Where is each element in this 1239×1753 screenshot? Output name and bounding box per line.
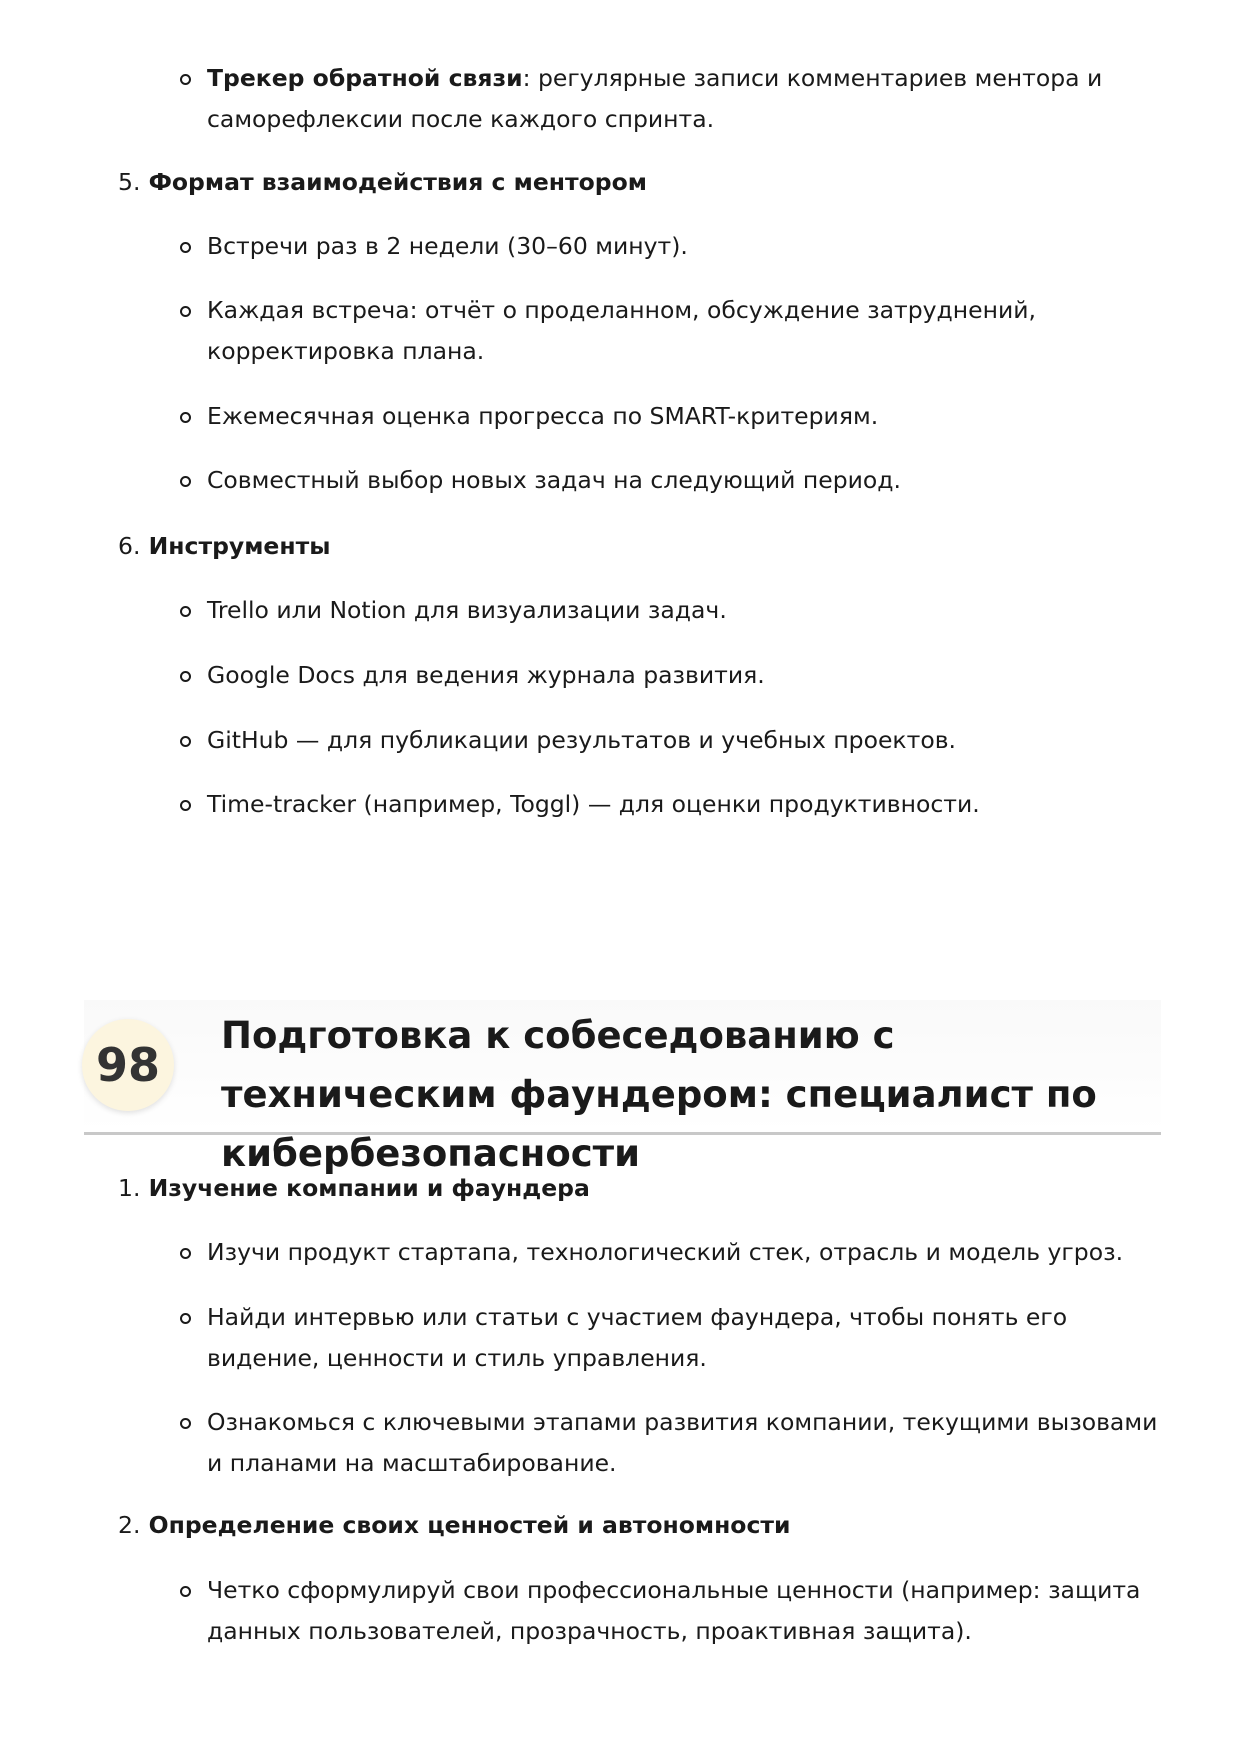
list-item-6-heading [118, 526, 1118, 567]
list-item-6-number: 6. [118, 532, 141, 560]
feedback-tracker-label: Трекер обратной связи [207, 64, 523, 92]
section-number-badge: 98 [82, 1019, 174, 1111]
list-item: GitHub — для публикации результатов и учебных проектов. [207, 720, 1167, 761]
list-item: Ежемесячная оценка прогресса по SMART-критериям. [207, 396, 1167, 437]
list-item: Совместный выбор новых задач на следующий период. [207, 460, 1167, 501]
list-item-1-number: 1. [118, 1174, 141, 1202]
list-item-5-heading [118, 162, 1118, 203]
list-item-5-number: 5. [118, 168, 141, 196]
list-item-2-title: Определение своих ценностей и автономности [148, 1511, 791, 1539]
feedback-tracker-text: : регулярные записи комментариев ментора и саморефлексии после каждого спринта. [207, 64, 1103, 133]
list-item-6-title: Инструменты [148, 532, 331, 560]
feedback-tracker-bullet [207, 58, 1167, 140]
list-item: Четко сформулируй свои профессиональные ценности (например: защита данных пользователей, прозрачность, проактивная защита). [207, 1570, 1167, 1652]
list-item: Встречи раз в 2 недели (30–60 минут). [207, 226, 1167, 267]
list-item: Каждая встреча: отчёт о проделанном, обсуждение затруднений, корректировка плана. [207, 290, 1167, 372]
list-item: Изучи продукт стартапа, технологический стек, отрасль и модель угроз. [207, 1232, 1167, 1273]
list-item: Google Docs для ведения журнала развития. [207, 655, 1167, 696]
list-item: Найди интервью или статьи с участием фаундера, чтобы понять его видение, ценности и стиль управления. [207, 1297, 1167, 1379]
list-item: Time-tracker (например, Toggl) — для оценки продуктивности. [207, 784, 1167, 825]
list-item-2-number: 2. [118, 1511, 141, 1539]
list-item-1-heading [118, 1168, 1118, 1209]
list-item: Ознакомься с ключевыми этапами развития компании, текущими вызовами и планами на масштабирование. [207, 1402, 1167, 1484]
list-item-5-title: Формат взаимодействия с ментором [148, 168, 647, 196]
section-title: Подготовка к собеседованию с техническим фаундером: специалист по кибербезопасности [221, 1014, 1097, 1175]
list-item-2-heading [118, 1505, 1118, 1546]
list-item: Trello или Notion для визуализации задач. [207, 590, 1167, 631]
list-item-1-title: Изучение компании и фаундера [148, 1174, 590, 1202]
